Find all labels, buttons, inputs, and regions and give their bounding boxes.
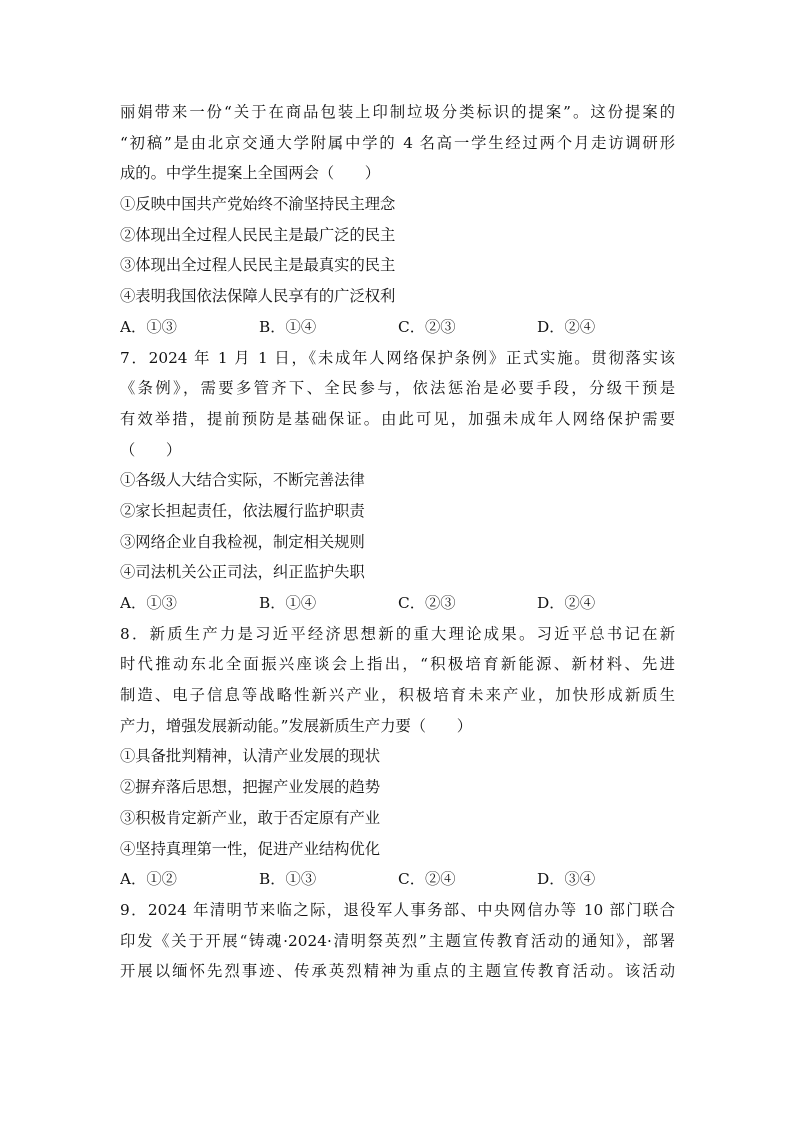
question-9: [120, 895, 675, 987]
statement-option: ①各级人大结合实际，不断完善法律: [120, 471, 365, 490]
statement-option: ①具备批判精神，认清产业发展的现状: [120, 747, 381, 766]
question-stem-line: 产力，增强发展新动能。”发展新质生产力要（ ）: [120, 716, 472, 735]
choice-c: C．②③: [398, 317, 456, 336]
answer-choices: [120, 864, 675, 895]
question-stem-line: 丽娟带来一份“关于在商品包装上印制垃圾分类标识的提案”。这份提案的: [120, 103, 675, 121]
statement-option: ④坚持真理第一性，促进产业结构优化: [120, 839, 381, 858]
statement-option: ②家长担起责任，依法履行监护职责: [120, 501, 365, 520]
question-stem-line: 7．2024 年 1 月 1 日，《未成年人网络保护条例》正式实施。贯彻落实该: [120, 348, 675, 367]
document-page: [120, 97, 675, 987]
choice-b: B．①④: [259, 317, 317, 336]
choice-b: B．①③: [259, 870, 317, 889]
choice-d: D．③④: [537, 870, 596, 889]
choice-a: A．①③: [120, 594, 177, 612]
answer-choices: [120, 312, 675, 343]
question-stem-line: 《条例》，需要多管齐下、全民参与，依法惩治是必要手段，分级干预是: [120, 379, 675, 398]
question-6: [120, 97, 675, 343]
statement-option: ③积极肯定新产业，敢于否定原有产业: [120, 808, 381, 827]
question-stem-line: 开展以缅怀先烈事迹、传承英烈精神为重点的主题宣传教育活动。该活动: [120, 962, 675, 981]
choice-d: D．②④: [537, 594, 596, 612]
choice-d: D．②④: [537, 317, 596, 336]
statement-option: ③体现出全过程人民民主是最真实的民主: [120, 256, 396, 275]
statement-option: ②体现出全过程人民民主是最广泛的民主: [120, 225, 396, 244]
choice-c: C．②④: [398, 870, 456, 889]
question-stem-line: 时代推动东北全面振兴座谈会上指出，“积极培育新能源、新材料、先进: [120, 655, 675, 674]
question-stem-line: “初稿”是由北京交通大学附属中学的 4 名高一学生经过两个月走访调研形: [120, 133, 675, 152]
question-stem-line: 有效举措，提前预防是基础保证。由此可见，加强未成年人网络保护需要: [120, 409, 675, 428]
answer-choices: [120, 588, 675, 619]
question-8: [120, 619, 675, 895]
question-stem-line: 9．2024 年清明节来临之际，退役军人事务部、中央网信办等 10 部门联合: [120, 900, 675, 919]
statement-option: ④司法机关公正司法，纠正监护失职: [120, 563, 365, 582]
question-stem-line: 8．新质生产力是习近平经济思想新的重大理论成果。习近平总书记在新: [120, 624, 675, 643]
statement-option: ①反映中国共产党始终不渝坚持民主理念: [120, 195, 396, 214]
question-stem-line: （ ）: [120, 440, 182, 459]
question-stem-line: 印发《关于开展“铸魂·2024·清明祭英烈”主题宣传教育活动的通知》，部署: [120, 931, 675, 950]
statement-option: ②摒弃落后思想，把握产业发展的趋势: [120, 778, 381, 797]
question-stem-line: 制造、电子信息等战略性新兴产业，积极培育未来产业，加快形成新质生: [120, 686, 675, 705]
question-7: [120, 343, 675, 619]
choice-a: A．①②: [120, 870, 177, 889]
choice-c: C．②③: [398, 594, 456, 612]
statement-option: ③网络企业自我检视，制定相关规则: [120, 532, 365, 551]
choice-a: A．①③: [120, 317, 177, 336]
statement-option: ④表明我国依法保障人民享有的广泛权利: [120, 287, 396, 306]
choice-b: B．①④: [259, 594, 317, 612]
question-stem-line: 成的。中学生提案上全国两会（ ）: [120, 164, 381, 183]
